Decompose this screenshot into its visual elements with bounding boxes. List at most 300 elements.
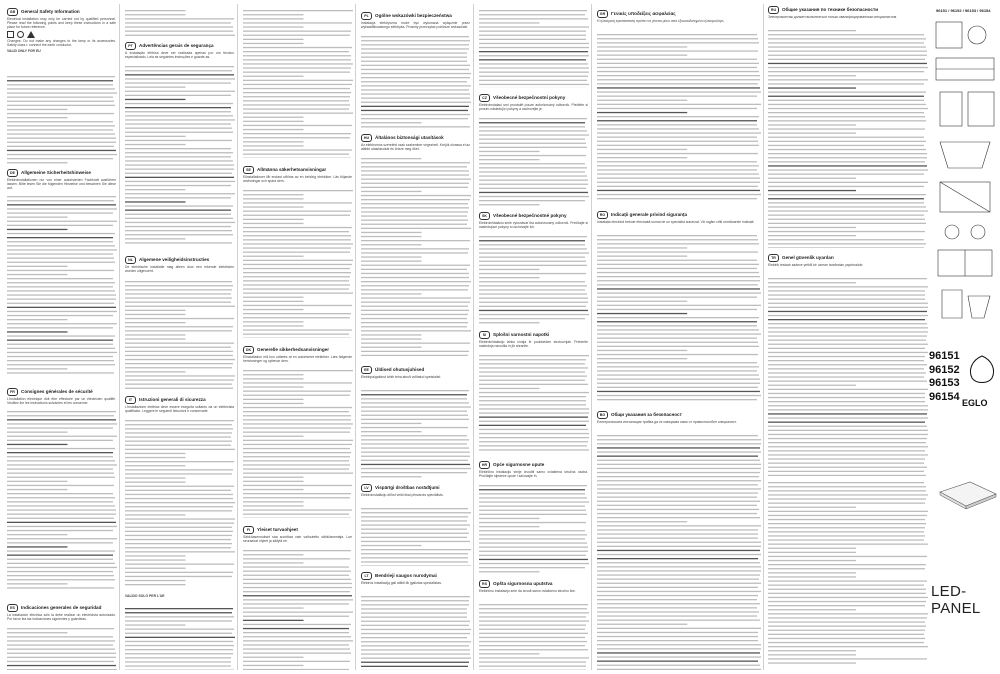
text-line — [361, 73, 471, 74]
text-line — [7, 97, 113, 98]
text-line — [597, 137, 757, 138]
text-line — [125, 234, 233, 235]
text-line — [243, 636, 351, 637]
text-line — [479, 22, 540, 23]
text-line — [125, 136, 186, 137]
text-line — [597, 546, 761, 547]
text-line — [479, 126, 585, 127]
text-line — [361, 641, 471, 642]
text-line — [7, 315, 113, 316]
text-line — [243, 260, 353, 261]
warning-icon — [27, 31, 35, 38]
text-line — [479, 43, 589, 44]
text-line — [479, 501, 589, 502]
eglo-logo — [966, 354, 998, 398]
text-line — [361, 40, 470, 41]
text-line — [243, 481, 304, 482]
text-line — [361, 89, 469, 90]
text-line — [125, 473, 232, 474]
text-line — [7, 121, 113, 122]
text-line — [7, 559, 113, 560]
text-line — [243, 579, 351, 580]
lang-badge-lt: LT — [361, 572, 372, 580]
text-line — [243, 18, 304, 19]
text-line — [597, 558, 758, 559]
text-line — [597, 620, 760, 621]
text-line — [768, 642, 924, 643]
text-line — [125, 197, 231, 198]
text-line — [7, 158, 113, 159]
text-line — [243, 35, 350, 36]
text-line — [479, 134, 589, 135]
diagram-screw — [968, 26, 986, 44]
text-line — [125, 649, 233, 650]
text-line — [361, 106, 469, 107]
text-line — [243, 473, 353, 474]
text-line — [125, 555, 186, 556]
text-line — [243, 194, 304, 195]
text-line — [479, 118, 587, 119]
text-line — [361, 261, 422, 262]
text-line — [768, 319, 925, 320]
text-line — [7, 440, 113, 441]
text-line — [7, 109, 68, 110]
text-line — [768, 198, 924, 199]
text-line — [361, 81, 467, 82]
text-line — [243, 92, 351, 93]
text-line — [125, 193, 235, 194]
text-line — [597, 141, 758, 142]
text-line — [243, 603, 349, 604]
text-line — [768, 55, 927, 56]
text-line — [243, 206, 304, 207]
heading-ro: Indicații generale privind siguranța — [611, 212, 688, 217]
text-line — [7, 509, 116, 510]
text-line — [7, 146, 114, 147]
text-line — [479, 122, 585, 123]
text-line — [243, 264, 352, 265]
text-line — [768, 174, 924, 175]
text-line — [768, 286, 928, 287]
text-line — [125, 543, 232, 544]
text-line — [243, 63, 353, 64]
text-line — [361, 565, 471, 566]
text-line — [597, 358, 687, 359]
text-line — [479, 269, 540, 270]
text-line — [125, 119, 235, 120]
text-line — [361, 561, 468, 562]
text-line — [7, 117, 68, 118]
text-line — [125, 10, 186, 11]
text-line — [125, 670, 234, 671]
text-line — [768, 364, 927, 365]
text-line — [125, 111, 231, 112]
text-line — [243, 256, 304, 257]
text-line — [597, 451, 761, 452]
text-line — [243, 137, 350, 138]
text-line — [597, 517, 760, 518]
heading-it: Istruzioni generali di sicurezza — [139, 397, 206, 402]
text-line — [597, 67, 757, 68]
text-line — [243, 653, 351, 654]
text-line — [7, 415, 114, 416]
text-line — [361, 596, 470, 597]
text-line — [125, 297, 232, 298]
text-line — [243, 67, 351, 68]
text-line — [479, 657, 589, 658]
text-line — [361, 653, 470, 654]
text-line — [7, 473, 114, 474]
heading-nl: Algemene veiligheidsinstructies — [139, 257, 210, 262]
text-line — [597, 370, 757, 371]
heading-hu: Általános biztonsági utasítások — [375, 135, 444, 140]
text-line — [768, 206, 926, 207]
lang-badge-nl: NL — [125, 256, 136, 264]
model-96154: 96154 — [929, 390, 960, 403]
text-line — [125, 457, 186, 458]
text-line — [361, 476, 422, 477]
text-line — [7, 138, 116, 139]
text-line — [243, 497, 350, 498]
text-cz-intro: Elektroinstalaci smí provádět pouze autorizovaný odborník. Přečtěte si prosím následující pokyny a uschovejte je. — [479, 103, 588, 112]
text-line — [768, 215, 924, 216]
text-line — [125, 482, 186, 483]
heading-rs: Opšta sigurnosna uputstva — [493, 581, 553, 586]
part-numbers: 96151 / 96152 / 96153 / 96154 — [936, 8, 991, 13]
text-line — [597, 595, 758, 596]
column-4 — [358, 4, 474, 670]
text-line — [7, 567, 117, 568]
text-line — [7, 468, 113, 469]
text-line — [7, 542, 113, 543]
text-line — [768, 96, 924, 97]
text-line — [361, 625, 469, 626]
text-lines-fi — [243, 548, 353, 670]
text-line — [7, 493, 113, 494]
text-line — [243, 117, 304, 118]
text-line — [125, 355, 233, 356]
text-line — [479, 322, 540, 323]
text-line — [479, 281, 585, 282]
text-line — [7, 311, 117, 312]
text-line — [768, 658, 927, 659]
text-pl-intro: Instalacja elektryczna może być wykonana wyłącznie przez wykwalifikowanego elektryka. Prosimy przeczytać poniższe wskazówki. — [361, 21, 470, 30]
text-line — [597, 399, 757, 400]
text-line — [243, 423, 353, 424]
text-line — [7, 538, 117, 539]
text-line — [125, 177, 234, 178]
text-line — [597, 38, 758, 39]
text-line — [243, 317, 350, 318]
lang-badge-hu: HU — [361, 134, 372, 142]
text-line — [768, 613, 928, 614]
text-line — [479, 629, 585, 630]
text-line — [597, 488, 761, 489]
text-line — [768, 463, 924, 464]
text-line — [479, 371, 585, 372]
text-line — [361, 77, 470, 78]
text-line — [479, 604, 588, 605]
text-line — [125, 580, 186, 581]
text-line — [243, 436, 304, 437]
text-line — [243, 583, 352, 584]
text-line — [361, 343, 470, 344]
text-line — [479, 252, 589, 253]
text-line — [768, 438, 927, 439]
text-line — [768, 442, 926, 443]
text-line — [243, 616, 349, 617]
text-line — [243, 403, 304, 404]
text-line — [597, 264, 759, 265]
text-line — [243, 632, 349, 633]
text-line — [361, 427, 468, 428]
text-lines-es-cont — [125, 8, 235, 38]
text-line — [7, 344, 113, 345]
text-line — [597, 251, 758, 252]
text-line — [479, 637, 585, 638]
text-line — [768, 430, 928, 431]
text-pt-intro: A instalação elétrica deve ser realizada apenas por um técnico especializado. Leia as seguintes instruções e guarde-as. — [125, 51, 234, 60]
text-line — [479, 526, 540, 527]
text-line — [7, 546, 68, 547]
text-line — [597, 120, 757, 121]
text-line — [243, 607, 304, 608]
text-line — [479, 376, 587, 377]
text-line — [243, 145, 304, 146]
text-line — [479, 649, 588, 650]
text-line — [243, 505, 304, 506]
text-line — [361, 118, 468, 119]
text-line — [597, 198, 757, 199]
text-line — [768, 605, 925, 606]
text-line — [479, 14, 585, 15]
text-hr-intro: Električnu instalaciju smije izvoditi samo ovlaštena stručna osoba. Pročitajte sljedeće upute i sačuvajte ih. — [479, 470, 588, 479]
text-line — [7, 278, 113, 279]
text-line — [361, 306, 468, 307]
text-line — [768, 294, 925, 295]
text-line — [125, 318, 234, 319]
text-line — [479, 380, 585, 381]
text-lines-gr — [597, 32, 761, 202]
text-si-intro: Elektroinštalacijo lahko izvaja le pooblaščen strokovnjak. Preberite naslednja navodila in jih shranite. — [479, 340, 588, 349]
text-line — [125, 14, 186, 15]
text-lt-intro: Elektros instaliaciją gali atlikti tik įgaliotas specialistas. — [361, 581, 442, 585]
text-lines-bg — [597, 433, 761, 670]
text-line — [361, 468, 471, 469]
text-line — [768, 634, 924, 635]
text-line — [479, 147, 587, 148]
text-line — [125, 289, 232, 290]
text-line — [7, 411, 116, 412]
text-line — [768, 120, 926, 121]
text-lines-se — [243, 188, 353, 338]
text-line — [243, 395, 350, 396]
text-line — [243, 382, 352, 383]
text-line — [361, 355, 468, 356]
text-line — [361, 207, 469, 208]
text-line — [7, 649, 115, 650]
text-line — [479, 563, 589, 564]
text-line — [243, 550, 351, 551]
text-line — [125, 242, 232, 243]
text-line — [361, 460, 468, 461]
text-line — [361, 629, 471, 630]
text-line — [125, 486, 234, 487]
text-line — [361, 65, 470, 66]
text-lines-rs — [479, 602, 589, 670]
text-line — [361, 472, 467, 473]
text-line — [597, 145, 759, 146]
text-line — [597, 91, 761, 92]
text-line — [597, 632, 758, 633]
text-line — [125, 285, 233, 286]
text-line — [7, 200, 114, 201]
text-line — [243, 129, 304, 130]
text-fr-intro: L'installation électrique doit être effectuée par un électricien qualifié. Veuillez lire les instructions suivantes et les conserver. — [7, 397, 116, 406]
text-line — [768, 356, 925, 357]
text-line — [597, 280, 760, 281]
text-line — [243, 419, 351, 420]
text-line — [597, 59, 757, 60]
text-line — [479, 506, 585, 507]
text-lines-si — [479, 353, 589, 453]
text-line — [243, 293, 353, 294]
text-line — [243, 215, 350, 216]
text-line — [479, 72, 589, 73]
text-line — [125, 498, 233, 499]
text-line — [479, 392, 589, 393]
text-line — [125, 160, 233, 161]
text-line — [361, 464, 470, 465]
text-line — [597, 395, 761, 396]
text-line — [7, 534, 68, 535]
text-line — [597, 55, 687, 56]
text-line — [361, 431, 422, 432]
text-line — [768, 564, 926, 565]
text-line — [125, 128, 232, 129]
text-line — [479, 310, 588, 311]
text-line — [125, 189, 186, 190]
model-96151: 96151 — [929, 350, 960, 362]
text-line — [768, 278, 927, 279]
text-line — [361, 612, 467, 613]
text-line — [361, 310, 469, 311]
text-line — [768, 548, 856, 549]
text-line — [7, 448, 115, 449]
text-line — [768, 235, 856, 236]
text-line — [597, 329, 759, 330]
text-line — [768, 202, 924, 203]
text-line — [479, 620, 589, 621]
text-line — [7, 579, 115, 580]
text-line — [243, 76, 304, 77]
text-line — [125, 363, 233, 364]
text-line — [7, 640, 115, 641]
text-line — [125, 494, 233, 495]
text-line — [125, 551, 235, 552]
text-line — [243, 452, 351, 453]
text-line — [597, 333, 761, 334]
text-line — [361, 102, 471, 103]
text-line — [7, 84, 113, 85]
text-line — [768, 112, 924, 113]
text-line — [7, 419, 116, 420]
text-line — [768, 515, 927, 516]
text-line — [768, 580, 927, 581]
text-line — [597, 309, 757, 310]
text-lines-ar — [768, 480, 928, 666]
lang-badge-se: SE — [243, 166, 254, 174]
text-line — [361, 85, 471, 86]
text-line — [243, 391, 351, 392]
text-line — [768, 161, 925, 162]
text-line — [768, 92, 926, 93]
heading-pt: Advertências gerais de segurança — [139, 43, 214, 48]
text-line — [7, 575, 114, 576]
text-line — [125, 616, 234, 617]
text-line — [361, 302, 470, 303]
text-line — [361, 456, 470, 457]
text-line — [479, 612, 589, 613]
text-line — [361, 533, 469, 534]
text-line — [768, 519, 925, 520]
text-line — [243, 640, 353, 641]
text-line — [768, 178, 856, 179]
text-line — [768, 360, 924, 361]
text-line — [125, 226, 231, 227]
text-line — [768, 315, 928, 316]
text-line — [243, 100, 349, 101]
text-line — [361, 244, 422, 245]
text-line — [597, 354, 758, 355]
text-line — [125, 31, 233, 32]
text-line — [597, 100, 687, 101]
text-line — [768, 348, 925, 349]
text-line — [768, 137, 924, 138]
text-line — [479, 51, 588, 52]
text-line — [361, 174, 469, 175]
text-line — [125, 185, 231, 186]
text-line — [7, 290, 115, 291]
text-line — [7, 299, 116, 300]
text-line — [768, 531, 924, 532]
text-line — [125, 144, 186, 145]
text-line — [597, 607, 757, 608]
heading-ru: Общие указания по технике безопасности — [782, 7, 879, 12]
text-line — [7, 661, 114, 662]
text-line — [7, 221, 117, 222]
text-line — [597, 256, 687, 257]
text-line — [479, 551, 588, 552]
text-line — [597, 533, 758, 534]
earth-icon — [17, 31, 24, 38]
text-line — [597, 505, 757, 506]
text-line — [125, 95, 231, 96]
text-line — [479, 180, 588, 181]
text-line — [479, 248, 587, 249]
text-line — [125, 518, 235, 519]
text-sk-intro: Elektroinštaláciu smie vykonávať iba autorizovaný odborník. Prečítajte si nasledujúce pokyny a uschovajte ich. — [479, 221, 588, 230]
text-line — [597, 529, 758, 530]
text-line — [479, 530, 585, 531]
diagram-clip — [945, 225, 959, 239]
text-line — [361, 411, 467, 412]
text-line — [243, 104, 350, 105]
text-line — [7, 665, 116, 666]
text-line — [768, 116, 925, 117]
text-line — [768, 149, 926, 150]
text-line — [361, 406, 471, 407]
